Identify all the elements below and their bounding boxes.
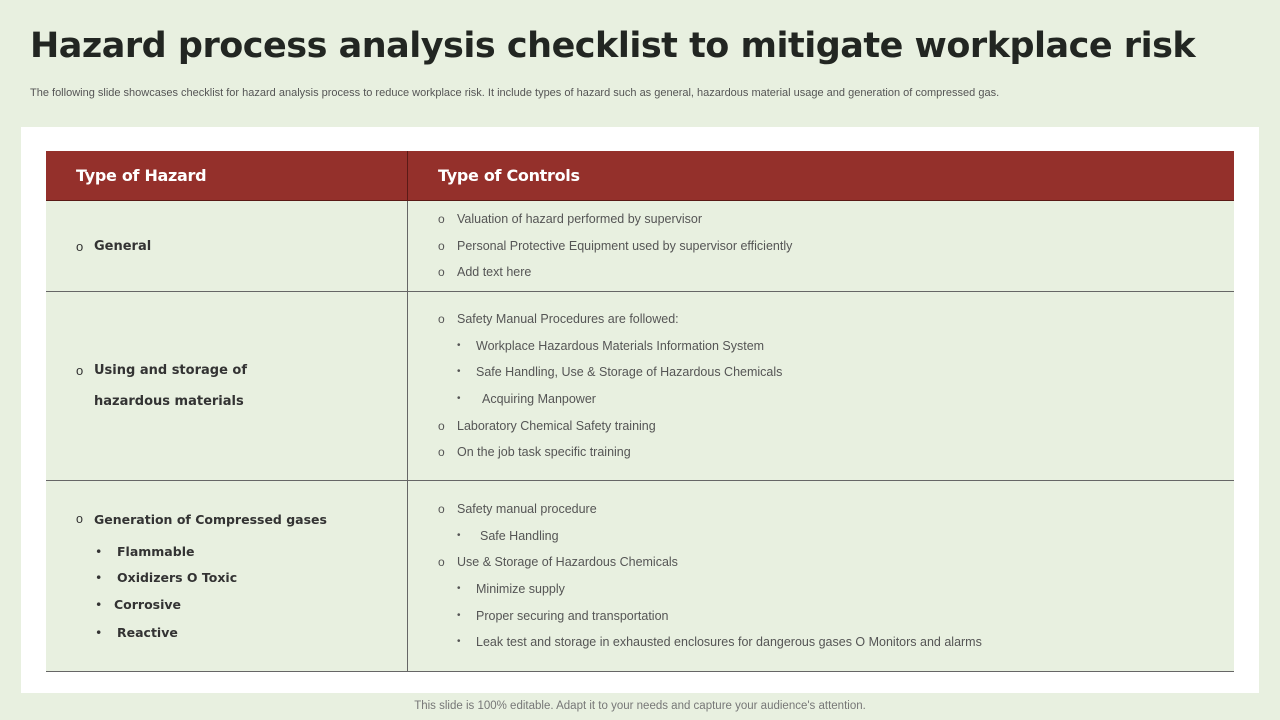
control-item: Add text here bbox=[457, 265, 532, 280]
hazard-label-continued: hazardous materials bbox=[94, 394, 244, 409]
hazard-label: Generation of Compressed gases bbox=[94, 512, 327, 527]
hazard-cell bbox=[46, 201, 408, 291]
controls-cell bbox=[408, 481, 1234, 671]
dot-bullet-icon: • bbox=[457, 529, 461, 541]
dot-bullet-icon: • bbox=[457, 636, 461, 648]
circle-bullet-icon: o bbox=[438, 212, 445, 227]
circle-bullet-icon: o bbox=[438, 555, 445, 570]
circle-bullet-icon: o bbox=[76, 363, 84, 378]
header-type-of-hazard: Type of Hazard bbox=[46, 151, 408, 200]
control-item: Safety Manual Procedures are followed: bbox=[457, 312, 679, 327]
control-subitem: Proper securing and transportation bbox=[476, 608, 669, 623]
control-item: On the job task specific training bbox=[457, 445, 631, 460]
circle-bullet-icon: o bbox=[438, 238, 445, 253]
table-row bbox=[46, 201, 1234, 292]
control-item: Valuation of hazard performed by supervisor bbox=[457, 212, 703, 227]
circle-bullet-icon: o bbox=[76, 238, 84, 254]
control-subitem: Leak test and storage in exhausted enclosures for dangerous gases O Monitors and alarms bbox=[476, 635, 982, 650]
table-row bbox=[46, 292, 1234, 481]
dot-bullet-icon: • bbox=[457, 609, 461, 621]
hazard-subitem: Corrosive bbox=[114, 597, 182, 612]
control-subitem: Workplace Hazardous Materials Information System bbox=[476, 338, 765, 353]
hazard-label: General bbox=[94, 238, 152, 254]
dot-bullet-icon: • bbox=[457, 393, 461, 404]
circle-bullet-icon: o bbox=[438, 502, 445, 517]
control-item: Personal Protective Equipment used by supervisor efficiently bbox=[457, 238, 793, 253]
dot-bullet-icon: • bbox=[457, 339, 461, 351]
header-type-of-controls: Type of Controls bbox=[438, 166, 580, 185]
controls-cell bbox=[408, 292, 1234, 480]
circle-bullet-icon: o bbox=[438, 445, 445, 460]
dot-bullet-icon: • bbox=[95, 625, 103, 640]
hazard-label: Using and storage of bbox=[94, 363, 247, 378]
page-subtitle: The following slide showcases checklist for hazard analysis process to reduce workplace risk. It include types of hazard such as general, hazardous material usage and generation of compressed gas. bbox=[30, 87, 1000, 99]
table-row bbox=[46, 481, 1234, 672]
dot-bullet-icon: • bbox=[457, 583, 461, 594]
control-subitem: Minimize supply bbox=[476, 582, 565, 596]
page-footer: This slide is 100% editable. Adapt it to your needs and capture your audience's attention. bbox=[414, 700, 866, 712]
circle-bullet-icon: o bbox=[76, 512, 83, 526]
dot-bullet-icon: • bbox=[457, 366, 461, 378]
circle-bullet-icon: o bbox=[438, 312, 445, 327]
page-title: Hazard process analysis checklist to mitigate workplace risk bbox=[30, 26, 1196, 66]
hazard-cell bbox=[46, 292, 408, 480]
hazard-subitem: Reactive bbox=[117, 625, 178, 640]
hazard-cell bbox=[46, 481, 408, 671]
circle-bullet-icon: o bbox=[438, 418, 445, 433]
control-subitem: Acquiring Manpower bbox=[482, 392, 596, 406]
control-subitem: Safe Handling, Use & Storage of Hazardous Chemicals bbox=[476, 365, 783, 380]
hazard-subitem: Oxidizers O Toxic bbox=[117, 570, 238, 585]
dot-bullet-icon: • bbox=[95, 544, 103, 559]
control-subitem: Safe Handling bbox=[480, 528, 559, 543]
table-header bbox=[46, 151, 1234, 201]
control-item: Laboratory Chemical Safety training bbox=[457, 418, 656, 433]
hazard-table bbox=[46, 151, 1234, 672]
circle-bullet-icon: o bbox=[438, 265, 445, 280]
control-item: Use & Storage of Hazardous Chemicals bbox=[457, 555, 678, 570]
controls-cell bbox=[408, 201, 1234, 291]
dot-bullet-icon: • bbox=[95, 570, 103, 585]
control-item: Safety manual procedure bbox=[457, 502, 597, 517]
dot-bullet-icon: • bbox=[95, 597, 103, 612]
hazard-subitem: Flammable bbox=[117, 544, 195, 559]
